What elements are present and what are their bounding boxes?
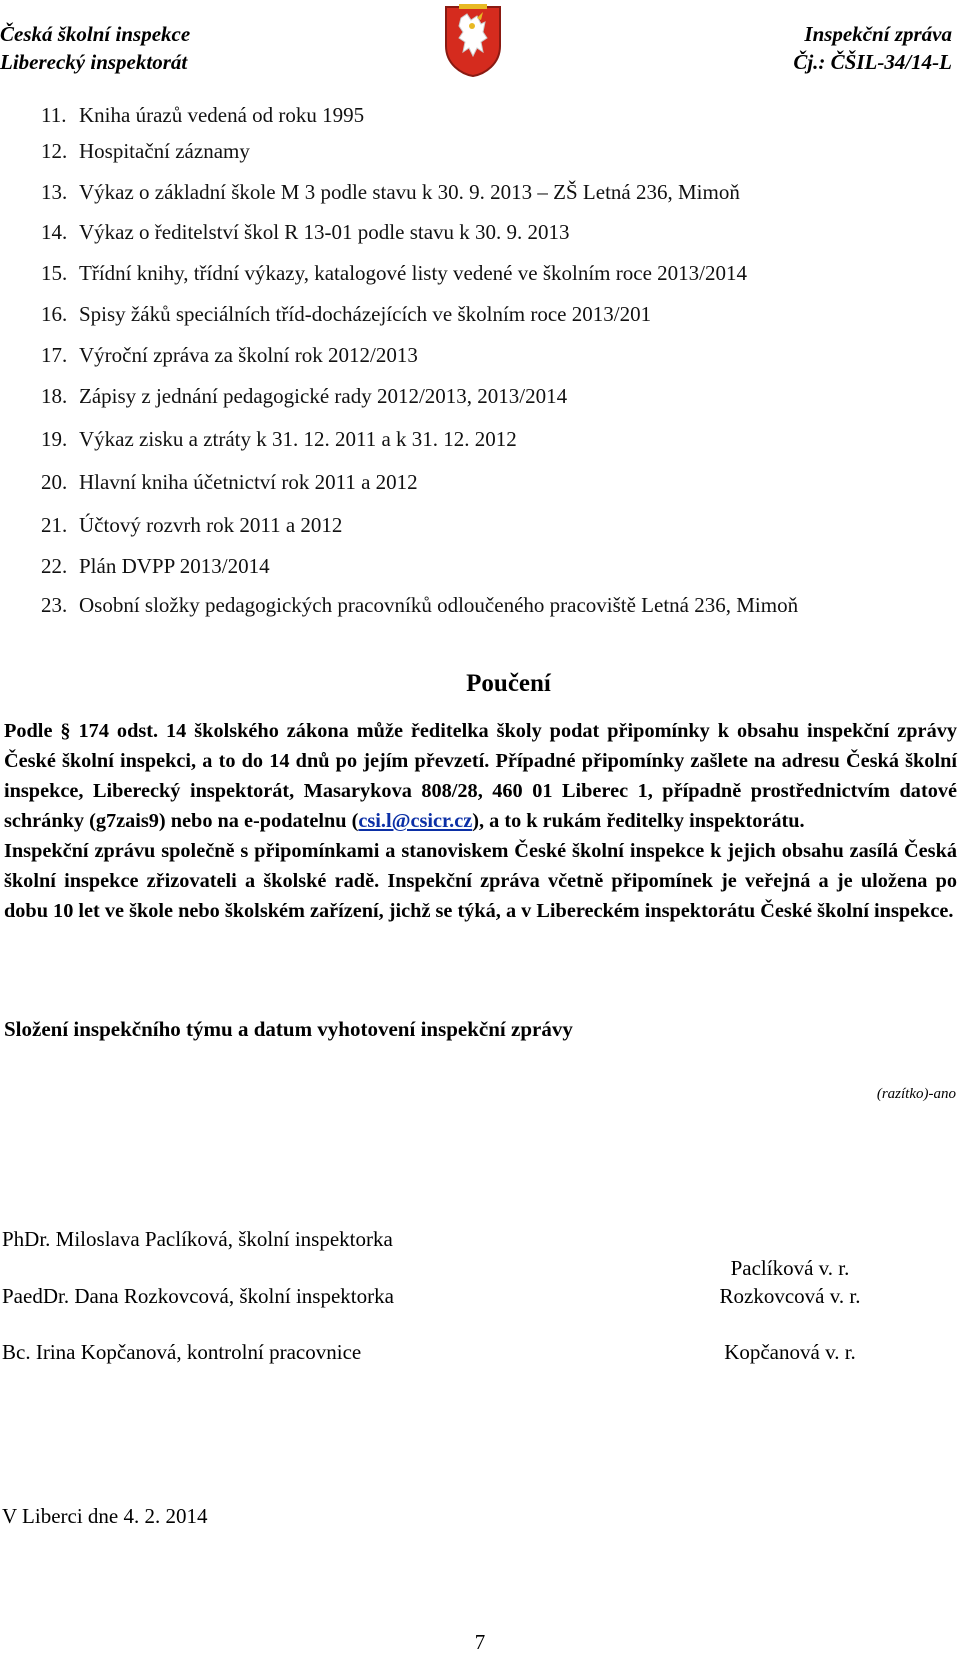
item-text: Osobní složky pedagogických pracovníků odloučeného pracoviště Letná 236, Mimoň bbox=[79, 593, 799, 617]
notice-text: ), a to k rukám ředitelky inspektorátu. bbox=[472, 810, 805, 832]
page-number: 7 bbox=[474, 1630, 486, 1654]
document-type: Inspekční zpráva bbox=[804, 22, 952, 46]
team-member-name: PhDr. Miloslava Paclíková, školní inspektorka bbox=[2, 1227, 393, 1251]
item-text: Výkaz o ředitelství škol R 13-01 podle stavu k 30. 9. 2013 bbox=[79, 220, 570, 244]
team-member-name: Bc. Irina Kopčanová, kontrolní pracovnice bbox=[2, 1340, 362, 1364]
team-member-name: PaedDr. Dana Rozkovcová, školní inspektorka bbox=[2, 1284, 394, 1308]
item-text: Hospitační záznamy bbox=[79, 139, 250, 163]
item-number: 14. bbox=[41, 220, 68, 244]
item-text: Výroční zpráva za školní rok 2012/2013 bbox=[79, 343, 418, 367]
item-text: Výkaz o základní škole M 3 podle stavu k 30. 9. 2013 – ZŠ Letná 236, Mimoň bbox=[79, 180, 740, 204]
list-item bbox=[41, 100, 957, 130]
list-item bbox=[41, 375, 957, 418]
list-item bbox=[41, 130, 957, 173]
item-number: 20. bbox=[41, 470, 68, 494]
list-item bbox=[41, 547, 957, 586]
item-text: Výkaz zisku a ztráty k 31. 12. 2011 a k 31. 12. 2012 bbox=[79, 427, 517, 451]
item-text: Kniha úrazů vedená od roku 1995 bbox=[79, 103, 365, 127]
list-item bbox=[41, 418, 957, 461]
team-heading: Složení inspekčního týmu a datum vyhotovení inspekční zprávy bbox=[4, 1017, 573, 1041]
item-number: 23. bbox=[41, 593, 68, 617]
list-item bbox=[41, 590, 957, 621]
list-item bbox=[41, 504, 957, 547]
item-number: 11. bbox=[41, 103, 67, 127]
item-number: 21. bbox=[41, 513, 68, 537]
notice-title: Poučení bbox=[466, 670, 551, 697]
list-item bbox=[41, 211, 957, 254]
list-item bbox=[41, 173, 957, 211]
item-text: Hlavní kniha účetnictví rok 2011 a 2012 bbox=[79, 470, 418, 494]
item-number: 22. bbox=[41, 554, 68, 578]
item-text: Plán DVPP 2013/2014 bbox=[79, 554, 270, 578]
item-text: Třídní knihy, třídní výkazy, katalogové listy vedené ve školním roce 2013/2014 bbox=[79, 261, 747, 285]
email-link[interactable]: csi.l@csicr.cz bbox=[358, 810, 473, 832]
team-member-signature: Rozkovcová v. r. bbox=[719, 1284, 861, 1308]
notice-text: Podle § 174 odst. 14 školského zákona může ředitelka školy podat připomínky k obsahu inspekční zprávy České školní inspekci, a to do 14 dnů po jejím převzetí. Případné připomínky zašlete na adresu Česká školní inspekce, Liberecký inspektorát, Masarykova 808/28, 460 01 Liberec 1, případně prostřednictvím datové schránky (g7zais9) nebo na e-podatelnu ( bbox=[4, 720, 957, 832]
list-item bbox=[41, 293, 957, 336]
item-number: 12. bbox=[41, 139, 68, 163]
list-item bbox=[41, 254, 957, 293]
attachment-list bbox=[41, 100, 957, 621]
place-and-date: V Liberci dne 4. 2. 2014 bbox=[2, 1504, 208, 1528]
header-organization bbox=[0, 20, 190, 76]
item-number: 13. bbox=[41, 180, 68, 204]
team-member-signature: Kopčanová v. r. bbox=[724, 1340, 856, 1364]
inspectorate-name: Liberecký inspektorát bbox=[0, 50, 188, 74]
org-name: Česká školní inspekce bbox=[0, 22, 191, 46]
team-member-signature: Paclíková v. r. bbox=[730, 1256, 850, 1280]
item-number: 15. bbox=[41, 261, 68, 285]
item-text: Spisy žáků speciálních tříd-docházejících ve školním roce 2013/201 bbox=[79, 302, 652, 326]
header-document bbox=[793, 20, 952, 76]
item-text: Účtový rozvrh rok 2011 a 2012 bbox=[79, 513, 343, 537]
notice-paragraph: Inspekční zprávu společně s připomínkami a stanoviskem České školní inspekce k jejich obsahu zasílá Česká školní inspekce zřizovateli a školské radě. Inspekční zpráva včetně připomínek je veřejná a je uložena po dobu 10 let ve škole nebo školském zařízení, jichž se týká, a v Libereckém inspektorátu České školní inspekce. bbox=[4, 840, 957, 922]
list-item bbox=[41, 461, 957, 504]
item-number: 16. bbox=[41, 302, 68, 326]
reference-number: Čj.: ČŠIL-34/14-L bbox=[793, 50, 952, 74]
list-item bbox=[41, 336, 957, 375]
stamp-note: (razítko)-ano bbox=[876, 1086, 956, 1102]
item-number: 19. bbox=[41, 427, 68, 451]
item-number: 17. bbox=[41, 343, 68, 367]
notice-body bbox=[4, 716, 957, 926]
item-text: Zápisy z jednání pedagogické rady 2012/2013, 2013/2014 bbox=[79, 384, 568, 408]
czech-coat-of-arms-icon bbox=[443, 4, 503, 78]
notice-paragraph bbox=[4, 716, 957, 836]
item-number: 18. bbox=[41, 384, 68, 408]
